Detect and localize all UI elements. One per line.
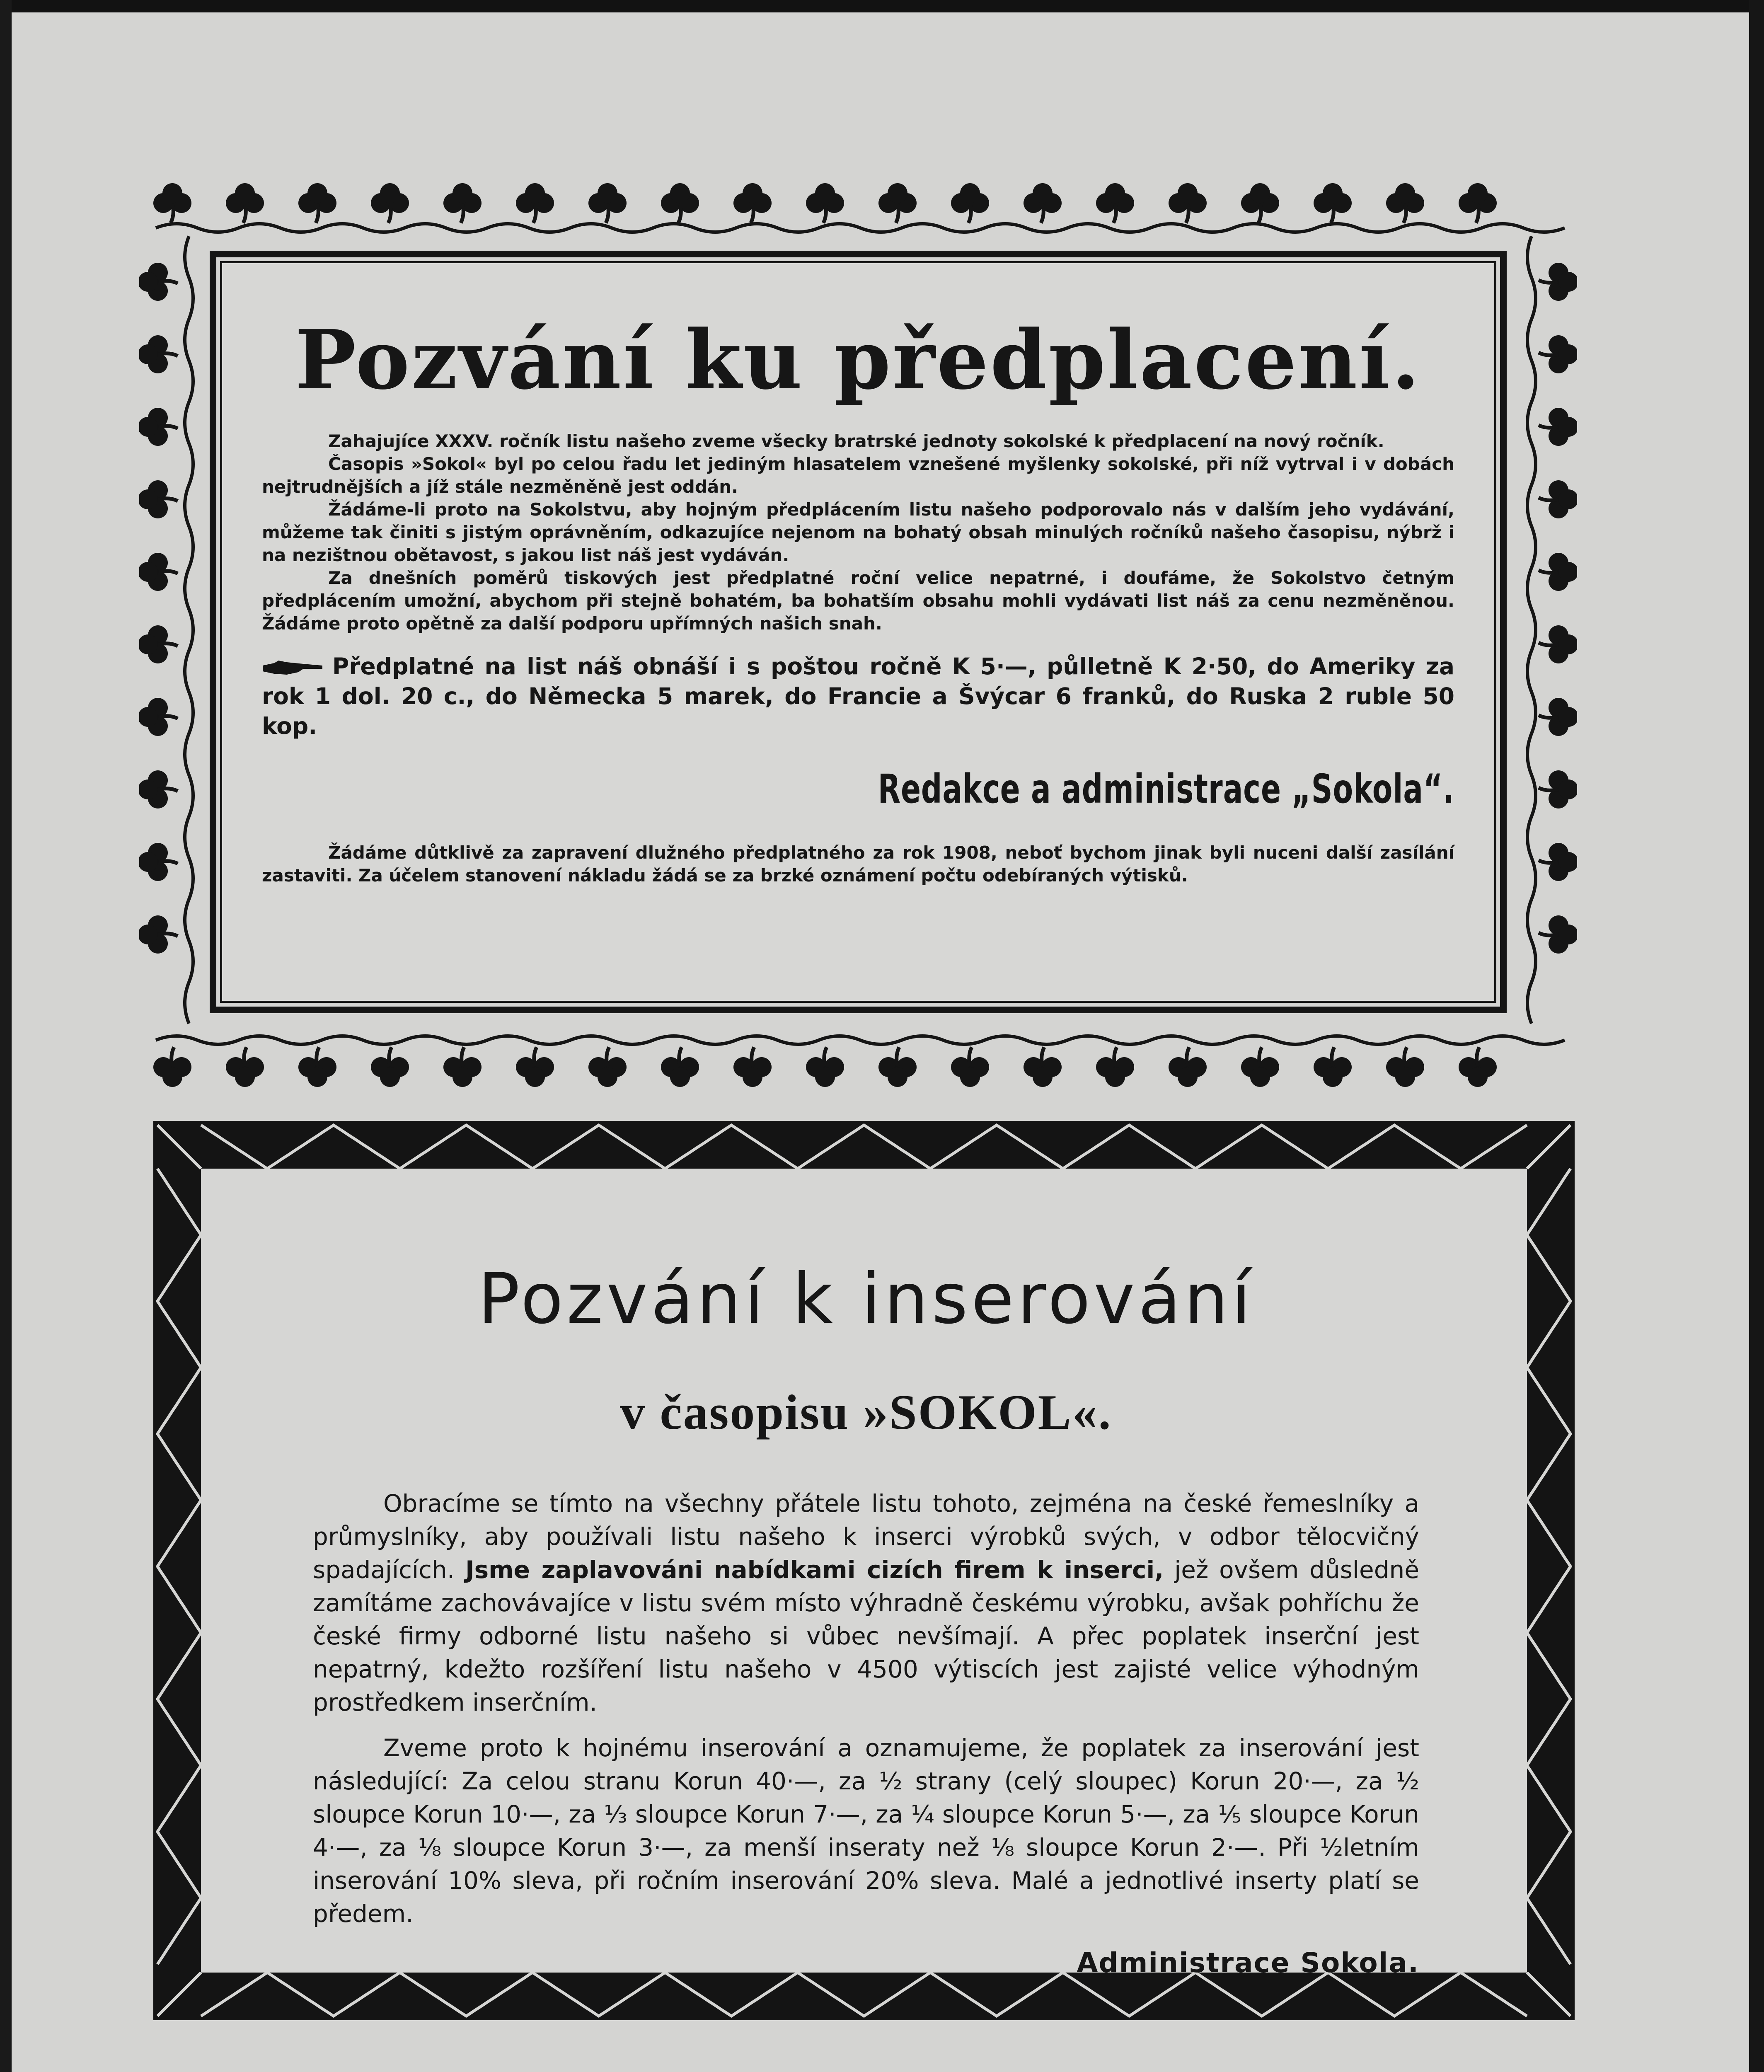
trefoil-ornament <box>1539 263 1577 301</box>
trefoil-ornament <box>806 183 844 223</box>
subscription-price-block <box>262 651 1454 741</box>
advertising-advertisement <box>153 1121 1575 2020</box>
trefoil-ornament <box>951 183 989 223</box>
scan-edge-left <box>0 0 12 2072</box>
advertising-text-box <box>201 1169 1527 1979</box>
trefoil-ornament <box>733 183 772 223</box>
advertising-paragraph-1 <box>313 1487 1419 1719</box>
trefoil-ornament <box>139 263 178 301</box>
trefoil-ornament <box>1459 1047 1497 1087</box>
trefoil-ornament <box>1314 183 1352 223</box>
subscription-paragraph-1: Zahajujíce XXXV. ročník listu našeho zveme všecky bratrské jednoty sokolské k předplacení na nový ročník. <box>328 431 1384 451</box>
trefoil-ornament <box>1314 1047 1352 1087</box>
trefoil-ornament <box>139 408 178 446</box>
trefoil-ornament <box>139 480 178 518</box>
trefoil-ornament <box>1241 183 1279 223</box>
trefoil-ornament <box>443 183 482 223</box>
trefoil-ornament <box>226 1047 264 1087</box>
trefoil-ornament <box>516 1047 554 1087</box>
advertising-paragraph-1-end: jež ovšem důsledně zamítáme zachovávajíce v listu svém místo výhradně českému výrobku, avšak pohříchu že české firmy odborné listu našeho si vůbec nevšímají. A přec poplatek inserční jest nepatrný, kdežto rozšíření listu našeho v 4500 výtiscích jest zajisté velice výhodným prostředkem inserčním. <box>313 1556 1419 1716</box>
trefoil-ornament <box>1096 1047 1134 1087</box>
trefoil-ornament <box>1169 1047 1207 1087</box>
scan-edge-right <box>1749 0 1764 2072</box>
advertising-signature: Administrace Sokola. <box>1077 1947 1419 1979</box>
trefoil-ornament <box>1539 770 1577 808</box>
trefoil-ornament <box>153 183 191 223</box>
trefoil-ornament <box>588 183 627 223</box>
trefoil-ornament <box>1539 915 1577 954</box>
trefoil-ornament <box>1539 843 1577 881</box>
advertising-paragraph-1-bold: Jsme zaplavováni nabídkami cizích firem k inserci, <box>465 1556 1164 1584</box>
subscription-advertisement <box>139 178 1577 1090</box>
trefoil-ornament <box>1386 183 1424 223</box>
trefoil-ornament <box>1539 335 1577 373</box>
subscription-text-box <box>210 251 1507 1013</box>
trefoil-ornament <box>1539 625 1577 663</box>
subscription-title: Pozvání ku předplacení. <box>295 312 1422 408</box>
trefoil-ornament <box>371 1047 409 1087</box>
trefoil-ornament <box>443 1047 482 1087</box>
subscription-paragraph-3: Žádáme-li proto na Sokolstvu, aby hojným předplácením listu našeho podporovalo nás v dalším jeho vydávání, můžeme tak činiti s jistým oprávněním, odkazujíce nejenom na bohatý obsah minulých ročníků našeho časopisu, nýbrž i na nezištnou obětavost, s jakou list náš jest vydáván. <box>262 499 1454 565</box>
trefoil-ornament <box>878 1047 917 1087</box>
pointing-hand-icon <box>262 660 324 676</box>
subscription-price-text: Předplatné na list náš obnáší i s poštou ročně K 5·—, půlletně K 2·50, do Ameriky za rok 1 dol. 20 c., do Německa 5 marek, do Francie a Švýcar 6 franků, do Ruska 2 ruble 50 kop. <box>262 653 1454 739</box>
trefoil-ornament <box>878 183 917 223</box>
trefoil-ornament <box>139 335 178 373</box>
trefoil-ornament <box>139 553 178 591</box>
trefoil-ornament <box>371 183 409 223</box>
advertising-price-list: Zveme proto k hojnému inserování a oznamujeme, že poplatek za inserování jest následující: Za celou stranu Korun 40·—, za ½ strany (celý sloupec) Korun 20·—, za ½ sloupce Korun 10·—, za ⅓ sloupce Korun 7·—, za ¼ sloupce Korun 5·—, za ⅕ sloupce Korun 4·—, za ⅛ sloupce Korun 3·—, za menší inseraty než ⅛ sloupce Korun 2·—. Při ½letním inserování 10% sleva, při ročním inserování 20% sleva. Malé a jednotlivé inserty platí se předem. <box>313 1734 1419 1928</box>
trefoil-ornament <box>1241 1047 1279 1087</box>
subscription-signature: Redakce a administrace „Sokola“. <box>878 766 1454 812</box>
trefoil-ornament <box>139 625 178 663</box>
scan-edge-top <box>0 0 1764 12</box>
subscription-paragraph-4: Za dnešních poměrů tiskových jest předplatné roční velice nepatrné, i doufáme, že Sokolstvo četným předplácením umožní, abychom při stejně bohatém, ba bohatším obsahu mohli vydávati list náš za cenu nezměněnou. Žádáme proto opětně za další podporu upřímných našich snah. <box>262 568 1454 634</box>
trefoil-ornament <box>153 1047 191 1087</box>
subscription-arrears-note: Žádáme důtklivě za zapravení dlužného předplatného za rok 1908, neboť bychom jinak byli nuceni další zasílání zastaviti. Za účelem stanovení nákladu žádá se za brzké oznámení počtu odebíraných výtisků. <box>262 842 1454 886</box>
trefoil-ornament <box>1539 408 1577 446</box>
trefoil-ornament <box>516 183 554 223</box>
trefoil-ornament <box>1459 183 1497 223</box>
trefoil-ornament <box>661 183 699 223</box>
trefoil-ornament <box>139 843 178 881</box>
advertising-title: Pozvání k inserování <box>478 1258 1254 1339</box>
trefoil-ornament <box>226 183 264 223</box>
trefoil-ornament <box>1024 1047 1062 1087</box>
trefoil-ornament <box>733 1047 772 1087</box>
trefoil-ornament <box>1386 1047 1424 1087</box>
advertising-paragraph-1-start: Obracíme se tímto na všechny přátele listu tohoto, zejména na české řemeslníky a průmyslníky, aby používali listu našeho k inserci výrobků svých, v odbor tělocvičný spadajících. <box>313 1489 1419 1584</box>
trefoil-ornament <box>951 1047 989 1087</box>
trefoil-ornament <box>1539 698 1577 736</box>
trefoil-ornament <box>139 915 178 954</box>
trefoil-ornament <box>298 1047 336 1087</box>
trefoil-ornament <box>1024 183 1062 223</box>
advertising-subtitle: v časopisu »SOKOL«. <box>620 1385 1112 1440</box>
subscription-paragraph-2: Časopis »Sokol« byl po celou řadu let jediným hlasatelem vznešené myšlenky sokolské, při níž vytrval i v dobách nejtrudnějších a jíž stále nezměněně jest oddán. <box>262 454 1454 497</box>
trefoil-ornament <box>806 1047 844 1087</box>
trefoil-ornament <box>139 770 178 808</box>
trefoil-ornament <box>588 1047 627 1087</box>
trefoil-ornament <box>1539 480 1577 518</box>
trefoil-ornament <box>1169 183 1207 223</box>
trefoil-ornament <box>139 698 178 736</box>
trefoil-ornament <box>298 183 336 223</box>
trefoil-ornament <box>661 1047 699 1087</box>
trefoil-ornament <box>1539 553 1577 591</box>
trefoil-ornament <box>1096 183 1134 223</box>
